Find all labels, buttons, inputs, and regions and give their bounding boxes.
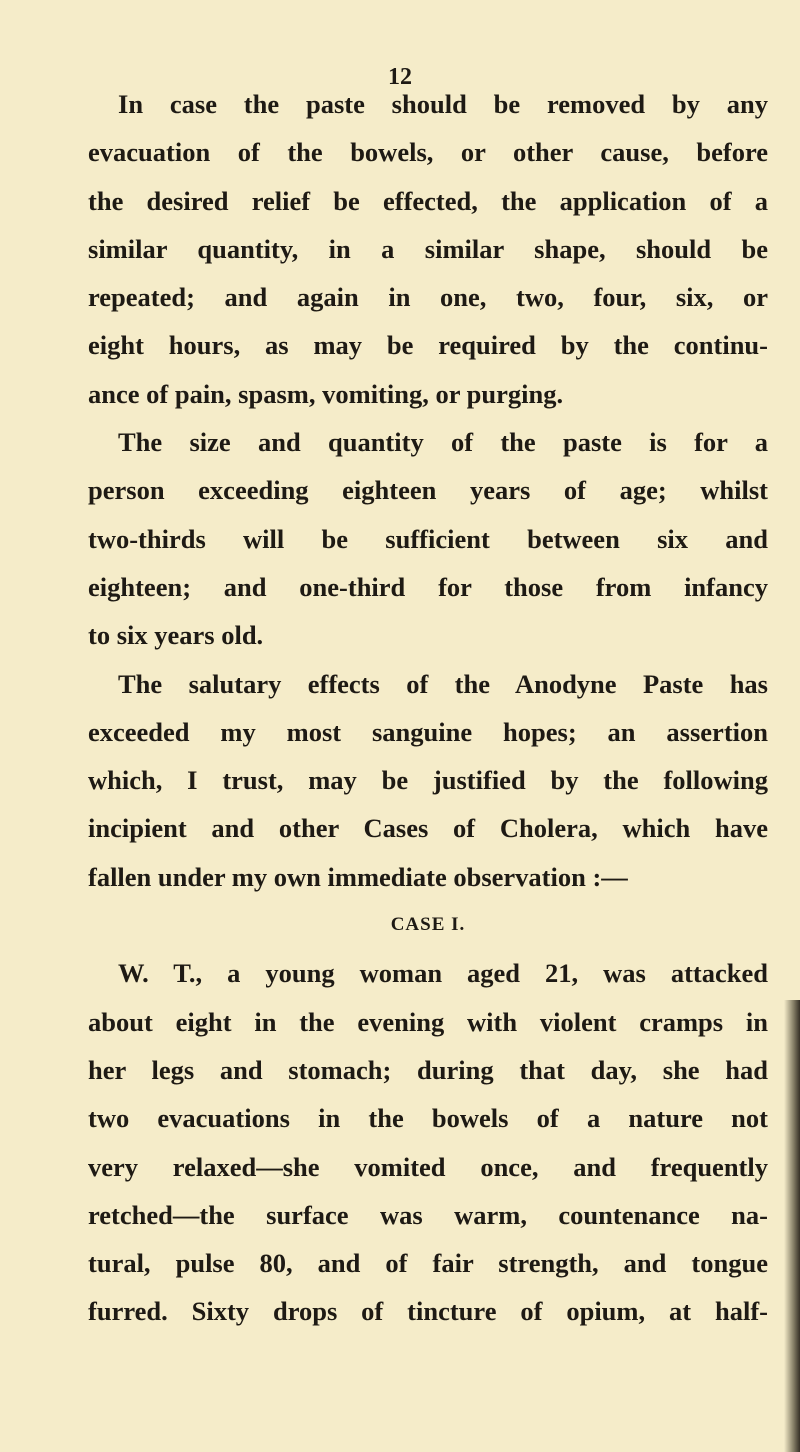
text-line: In case the paste should be removed by any <box>118 89 768 119</box>
text-line: to six years old. <box>88 620 264 651</box>
text-line: evacuation of the bowels, or other cause, before <box>88 137 768 168</box>
page-number: 12 <box>388 64 412 90</box>
text-line: The size and quantity of the paste is for a <box>118 427 768 458</box>
text-line: fallen under my own immediate observation :— <box>88 861 628 892</box>
binding-shadow <box>784 1000 800 1452</box>
text-line: person exceeding eighteen years of age; whilst <box>88 475 768 506</box>
text-line: exceeded my most sanguine hopes; an assertion <box>88 716 768 747</box>
text-line: The salutary effects of the Anodyne Paste has <box>118 668 768 699</box>
text-line: which, I trust, may be justified by the following <box>88 765 768 796</box>
text-line: incipient and other Cases of Cholera, which have <box>88 813 768 844</box>
text-line: two-thirds will be sufficient between six and <box>88 523 768 554</box>
text-line: eighteen; and one-third for those from infancy <box>88 571 768 602</box>
text-line: about eight in the evening with violent cramps in <box>88 1006 768 1037</box>
page-body-text <box>88 80 768 1336</box>
text-line: very relaxed—she vomited once, and frequently <box>88 1151 768 1182</box>
text-line: furred. Sixty drops of tincture of opium, at half- <box>88 1296 768 1327</box>
text-line: tural, pulse 80, and of fair strength, and tongue <box>88 1248 768 1279</box>
text-line: retched—the surface was warm, countenance na- <box>88 1199 768 1230</box>
text-line: repeated; and again in one, two, four, six, or <box>88 282 768 313</box>
text-line: her legs and stomach; during that day, she had <box>88 1054 768 1085</box>
case-heading: CASE I. <box>390 914 466 936</box>
text-line: W. T., a young woman aged 21, was attacked <box>118 958 768 989</box>
text-line: similar quantity, in a similar shape, should be <box>88 233 768 264</box>
text-line: the desired relief be effected, the application of a <box>88 185 768 216</box>
text-line: eight hours, as may be required by the continu- <box>88 330 768 361</box>
text-line: ance of pain, spasm, vomiting, or purging. <box>88 378 564 409</box>
text-line: two evacuations in the bowels of a nature not <box>88 1103 768 1134</box>
